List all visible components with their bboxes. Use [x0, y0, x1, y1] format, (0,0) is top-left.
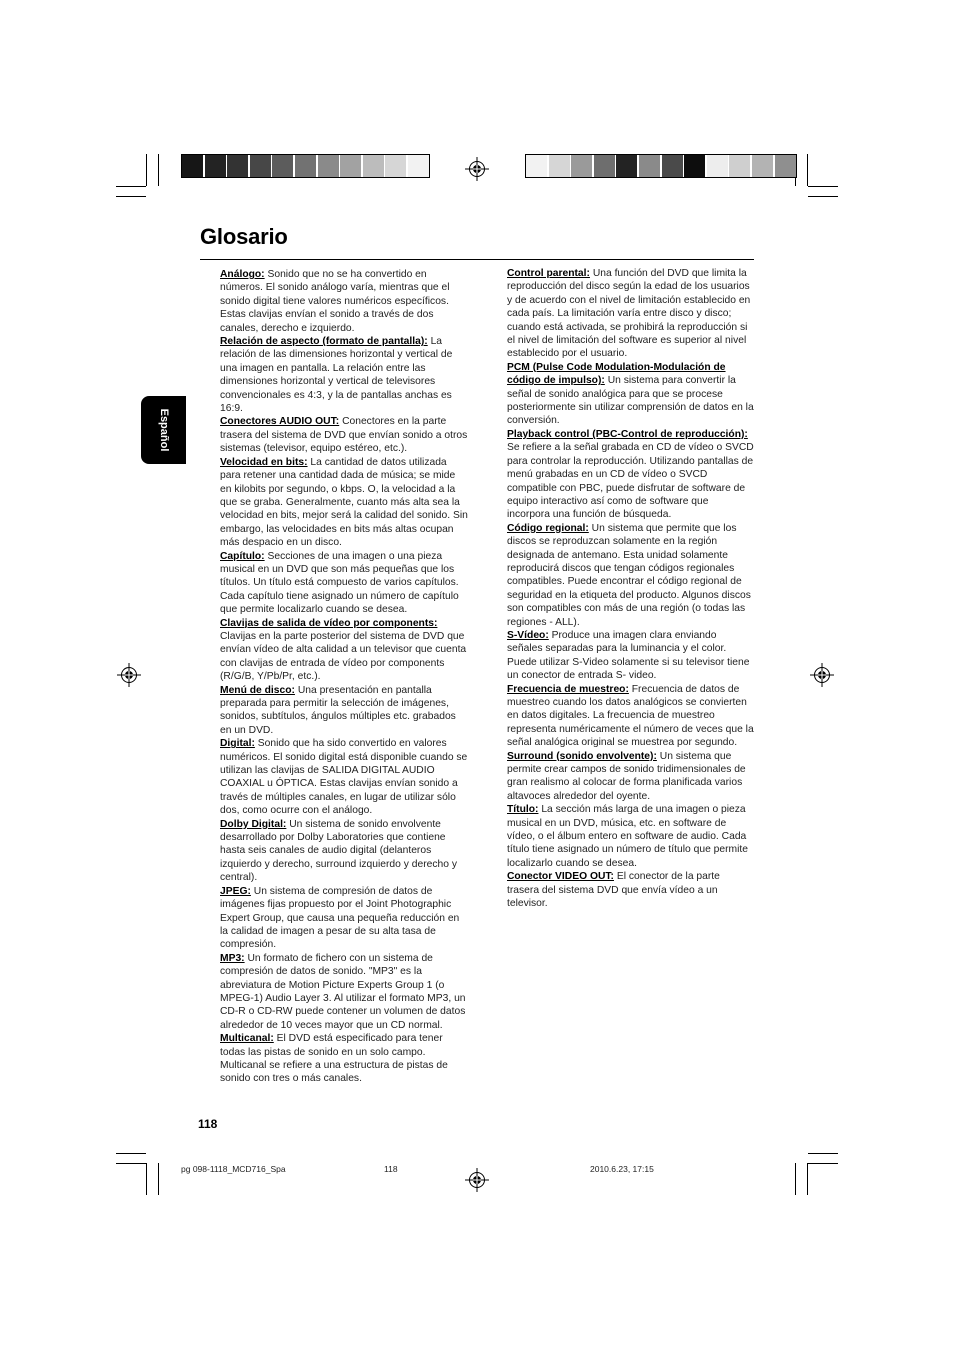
- color-swatch: [250, 155, 271, 177]
- glossary-definition: Una presentación en pantalla preparada para permitir la selección de imágenes, sonidos, subtítulos, ángulos múltiples etc. grabados en un DVD.: [220, 684, 456, 736]
- registration-mark-icon: [117, 663, 141, 687]
- glossary-definition: Secciones de una imagen o una pieza musical en un DVD que son más pequeñas que los títulos. Un título está compuesto de varios capítulos. Cada capítulo tiene asignado un número de capítulo que permite localizarlo cuando se desea.: [220, 550, 459, 616]
- crop-mark: [808, 196, 838, 197]
- glossary-definition: Un formato de fichero con un sistema de compresión de datos de sonido. "MP3" es la abreviatura de Motion Picture Experts Group 1 (o MPEG-1) Audio Layer 3. Al utilizar el formato MP3, un CD-R o CD-RW puede contener un volumen de datos alrededor de 10 veces mayor que un CD normal.: [220, 952, 466, 1031]
- glossary-entry: [220, 456, 469, 550]
- glossary-definition: El DVD está especificado para tener todas las pistas de sonido en un solo campo. Multicanal se refiere a una estructura de pistas de sonido con tres o más canales.: [220, 1033, 448, 1085]
- color-swatch: [549, 155, 570, 177]
- glossary-term: S-Vídeo:: [507, 629, 549, 641]
- glossary-definition: Un sistema de sonido envolvente desarrollado por Dolby Laboratories que contiene hasta seis canales de audio digital (delanteros izquierdo y derecho, surround izquierdo y derecho y central).: [220, 818, 457, 884]
- color-calibration-bar-right: [525, 154, 797, 178]
- crop-mark: [807, 1163, 808, 1195]
- glossary-definition: Frecuencia de datos de muestreo cuando los datos analógicos se convierten en datos digitales. La frecuencia de muestreo representa numéricamente el número de veces que la señal analógica original se muestrea por segundo.: [507, 683, 754, 749]
- crop-mark: [116, 186, 146, 187]
- glossary-term: Clavijas de salida de vídeo por components:: [220, 617, 438, 629]
- glossary-entry: [220, 952, 469, 1032]
- color-swatch: [340, 155, 361, 177]
- color-swatch: [363, 155, 384, 177]
- crop-mark: [808, 1153, 838, 1154]
- title-divider: [200, 259, 754, 260]
- glossary-definition: Sonido que ha sido convertido en valores numéricos. El sonido digital está disponible cuando se utilizan las clavijas de SALIDA DIGITAL AUDIO COAXIAL u ÓPTICA. Estas clavijas envían sonido a través de múltiples canales, en lugar de utilizar sólo dos, como ocurre con el análogo.: [220, 738, 468, 817]
- color-swatch: [295, 155, 316, 177]
- glossary-term: Conectores AUDIO OUT:: [220, 416, 340, 428]
- crop-mark: [116, 1163, 146, 1164]
- registration-mark-icon: [465, 157, 489, 181]
- glossary-column-right: [507, 267, 754, 911]
- color-swatch: [408, 155, 429, 177]
- crop-mark: [807, 154, 808, 186]
- glossary-entry: [220, 617, 469, 684]
- crop-mark: [116, 1153, 146, 1154]
- glossary-entry: [507, 428, 754, 522]
- glossary-definition: La relación de las dimensiones horizontal y vertical de una imagen en pantalla. La relación entre las dimensiones horizontal y vertical de televisores convencionales es 4:3, y la de pantallas anchas es 16:9.: [220, 336, 453, 415]
- glossary-entry: [220, 415, 469, 455]
- glossary-definition: Se refiere a la señal grabada en CD de vídeo o SVCD para controlar la reproducción. Utilizando pantallas de menú grabadas en un CD de vídeo o SVCD compatible con PBC, puede disfrutar de software de equipo interactivo así como de software que incorpora una función de búsqueda.: [507, 442, 754, 521]
- glossary-term: Digital:: [220, 738, 255, 750]
- glossary-entry: [220, 818, 469, 885]
- glossary-term: MP3:: [220, 952, 245, 964]
- glossary-term: Menú de disco:: [220, 684, 295, 696]
- footer-date: 2010.6.23, 17:15: [590, 1164, 654, 1174]
- glossary-definition: La sección más larga de una imagen o pieza musical en un DVD, música, etc. en software de vídeo, o el álbum entero en software de audio. Cada título tiene asignado un número de título que permite localizarlo cuando se desea.: [507, 804, 748, 869]
- color-calibration-bar-left: [181, 154, 430, 178]
- crop-mark: [146, 1163, 147, 1195]
- glossary-term: Capítulo:: [220, 550, 265, 562]
- glossary-entry: [507, 750, 754, 804]
- crop-mark: [116, 196, 146, 197]
- glossary-term: Control parental:: [507, 268, 590, 279]
- glossary-definition: Produce una imagen clara enviando señales separadas para la luminancia y el color. Puede utilizar S-Video solamente si su televisor tiene un conector de entrada S- video.: [507, 629, 750, 682]
- glossary-definition: La cantidad de datos utilizada para retener una cantidad dada de música; se mide en kilobits por segundo, o kbps. O, la velocidad a la que se graba. Generalmente, cuanto más alta sea la velocidad en bits, mejor será la calidad del sonido. Sin embargo, las velocidades en bits más altas ocupan más despacio en un disco.: [220, 456, 468, 549]
- glossary-term: Título:: [507, 804, 539, 816]
- glossary-entry: [220, 1032, 469, 1086]
- registration-mark-icon: [465, 1168, 489, 1192]
- glossary-entry: [507, 267, 754, 361]
- glossary-definition: Una función del DVD que limita la reproducción del disco según la edad de los usuarios y de acuerdo con el nivel de limitación establecido en cada país. La limitación varía entre disco y disco; cuando está activada, se prohibirá la reproducción si el nivel de limitación del software es superior al nivel establecido por el usuario.: [507, 268, 751, 360]
- glossary-entry: [220, 550, 469, 617]
- color-swatch: [775, 155, 796, 177]
- glossary-definition: Conectores en la parte trasera del sistema de DVD que envían sonido a otros sistemas (televisor, equipo estéreo, etc.).: [220, 416, 468, 455]
- glossary-entry: [220, 737, 469, 817]
- crop-mark: [808, 186, 838, 187]
- color-swatch: [729, 155, 750, 177]
- color-swatch: [385, 155, 406, 177]
- glossary-term: Surround (sonido envolvente):: [507, 750, 657, 762]
- page-title: Glosario: [200, 224, 288, 249]
- color-swatch: [526, 155, 547, 177]
- page-number: 118: [198, 1117, 218, 1131]
- color-swatch: [707, 155, 728, 177]
- glossary-term: Análogo:: [220, 269, 265, 280]
- glossary-definition: Un sistema de compresión de datos de imágenes fijas propuesto por el Joint Photographic Expert Group, que causa una pequeña reducción en la calidad de imagen a pesar de su alta tasa de compresión.: [220, 885, 460, 951]
- color-swatch: [616, 155, 637, 177]
- color-swatch: [684, 155, 705, 177]
- crop-mark: [158, 154, 159, 186]
- glossary-definition: El conector de la parte trasera del sistema DVD que envía vídeo a un televisor.: [507, 871, 720, 910]
- glossary-term: Frecuencia de muestreo:: [507, 683, 629, 695]
- glossary-entry: [507, 522, 754, 629]
- glossary-entry: [220, 335, 469, 415]
- glossary-entry: [220, 268, 469, 335]
- glossary-term: Código regional:: [507, 522, 589, 534]
- glossary-entry: [507, 361, 754, 428]
- glossary-term: Velocidad en bits:: [220, 456, 308, 468]
- color-swatch: [594, 155, 615, 177]
- glossary-entry: [507, 803, 754, 870]
- glossary-entry: [220, 684, 469, 738]
- color-swatch: [662, 155, 683, 177]
- color-swatch: [639, 155, 660, 177]
- glossary-definition: Un sistema que permite que los discos se reproduzcan solamente en la región designada de antemano. Esta unidad solamente reproducirá discos que tengan códigos regionales compatibles. Puede encontrar el código regional de seguridad en la etiqueta del producto. Algunos discos son compatibles con más de una región (o todas las regiones - ALL).: [507, 522, 751, 628]
- color-swatch: [227, 155, 248, 177]
- glossary-entry: [507, 683, 754, 750]
- glossary-term: PCM (Pulse Code Modulation-Modulación de código de impulso):: [507, 361, 726, 387]
- glossary-entry: [507, 629, 754, 683]
- glossary-entry: [507, 870, 754, 910]
- crop-mark: [146, 154, 147, 186]
- footer-file-name: pg 098-1118_MCD716_Spa: [181, 1164, 286, 1174]
- glossary-term: Dolby Digital:: [220, 818, 287, 830]
- glossary-definition: Clavijas en la parte posterior del sistema de DVD que envían vídeo de alta calidad a un televisor que cuenta con clavijas de entrada de vídeo por components (R/G/B, Y/Pb/Pr, etc.).: [220, 630, 467, 683]
- language-tab: [141, 396, 186, 464]
- color-swatch: [182, 155, 203, 177]
- color-swatch: [318, 155, 339, 177]
- color-swatch: [272, 155, 293, 177]
- language-tab-label: Español: [157, 408, 170, 452]
- color-swatch: [571, 155, 592, 177]
- glossary-definition: Un sistema que permite crear campos de sonido tridimensionales de gran realismo al colocar de forma planificada varios altavoces alrededor del oyente.: [507, 750, 746, 802]
- glossary-column-left: [220, 268, 469, 1086]
- glossary-entry: [220, 885, 469, 952]
- glossary-definition: Un sistema para convertir la señal de sonido analógica para que se procese posteriormente sin utilizar comprensión de datos en la conversión.: [507, 375, 754, 427]
- glossary-term: Playback control (PBC-Control de reproducción):: [507, 428, 748, 440]
- glossary-term: Conector VIDEO OUT:: [507, 871, 614, 883]
- glossary-term: Multicanal:: [220, 1033, 274, 1045]
- crop-mark: [808, 1163, 838, 1164]
- footer-page: 118: [384, 1164, 398, 1174]
- glossary-term: JPEG:: [220, 885, 251, 897]
- glossary-definition: Sonido que no se ha convertido en números. El sonido análogo varía, mientras que el sonido digital tiene valores numéricos específicos. Estas clavijas envían el sonido a través de dos canales, derecho e izquierdo.: [220, 269, 450, 334]
- color-swatch: [752, 155, 773, 177]
- color-swatch: [205, 155, 226, 177]
- glossary-term: Relación de aspecto (formato de pantalla):: [220, 336, 428, 348]
- crop-mark: [158, 1163, 159, 1195]
- crop-mark: [795, 1163, 796, 1195]
- registration-mark-icon: [810, 663, 834, 687]
